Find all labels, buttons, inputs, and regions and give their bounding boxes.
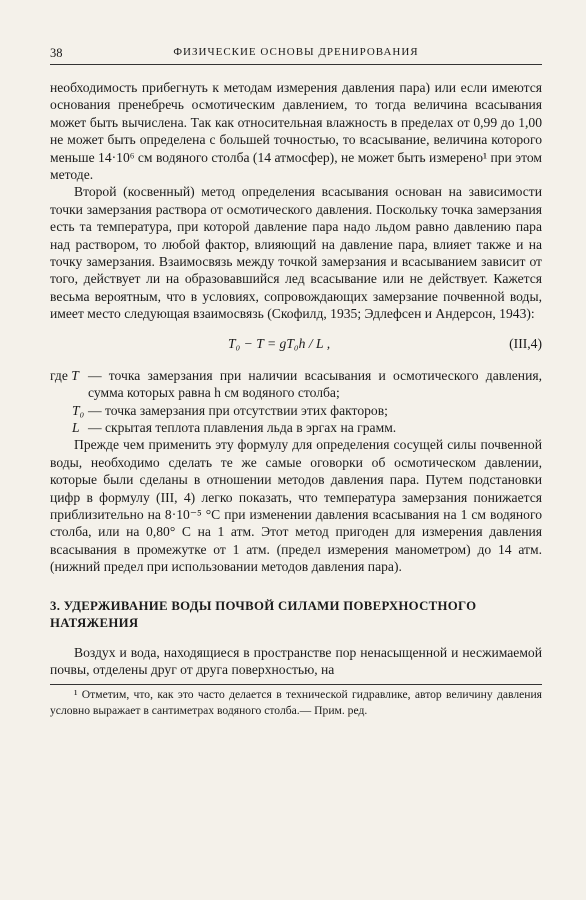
paragraph-4: Воздух и вода, находящиеся в пространстве пор ненасыщенной и несжимаемой почвы, отделены друг от друга поверхностью, на xyxy=(50,644,542,677)
definition-text: — точка замерзания при отсутствии этих факторов; xyxy=(88,402,388,418)
paragraph-1: необходимость прибегнуть к методам измерения давления пара) или если имеются основания пренебречь осмотическим давлением, то тогда величина всасывания может быть вычислена. Так как относительная влажность в пределах от 0,99 до 1,00 не может быть определена с большей точностью, то всасывание, величина которого меньше 14·10⁶ см водяного столба (14 атмосфер), не может быть измерено¹ при этом методе. xyxy=(50,80,542,183)
paragraph-2: Второй (косвенный) метод определения всасывания основан на зависимости точки замерзания раствора от осмотического давления. Поскольку точка замерзания есть та температура, при которой давление пара надо льдом равно давлению пара над раствором, то любой фактор, влияющий на давление пара, влияет также и на точку замерзания. Взаимосвязь между точкой замерзания и всасыванием зависит от того, действует ли на образовавшийся лед всасывание или не действует. Кажется весьма вероятным, что в условиях, сопровождающих замерзание почвенной воды, имеет место следующая взаимосвязь (Скофилд, 1935; Эдлефсен и Андерсон, 1943): xyxy=(50,184,542,322)
footnote-text: ¹ Отметим, что, как это часто делается в технической гидравлике, автор величину давления условно выражает в сантиметрах водяного столба.— Прим. ред. xyxy=(50,688,542,717)
definition-text: — точка замерзания при наличии всасывания и осмотического давления, сумма которых равна h см водяного столба; xyxy=(88,367,542,401)
definitions-list xyxy=(50,367,542,437)
definition-symbol: где T xyxy=(50,367,79,383)
book-page xyxy=(50,44,542,718)
page-body xyxy=(50,79,542,718)
definition-text: — скрытая теплота плавления льда в эргах на грамм. xyxy=(88,419,397,435)
definition-row xyxy=(50,419,542,436)
section-heading: 3. УДЕРЖИВАНИЕ ВОДЫ ПОЧВОЙ СИЛАМИ ПОВЕРХНОСТНОГО НАТЯЖЕНИЯ xyxy=(50,598,477,630)
running-title: ФИЗИЧЕСКИЕ ОСНОВЫ ДРЕНИРОВАНИЯ xyxy=(173,46,419,58)
page-number: 38 xyxy=(50,46,63,60)
formula-expression: T₀ − T = gT₀h / L , xyxy=(228,335,331,351)
formula-number: (III,4) xyxy=(509,335,542,351)
formula-block xyxy=(50,325,542,365)
paragraph-3: Прежде чем применить эту формулу для определения сосущей силы почвенной воды, необходимо сделать те же самые оговорки об осмотическом давлении, которые были сделаны в отношении методов давления пара. Путем подстановки цифр в формулу (III, 4) легко показать, что температура замерзания понижается приблизительно на 8·10⁻⁵ °С при изменении давления всасывания на 1 см водяного столба, или на 0,80° С на 1 атм. Этот метод пригоден для измерения давления всасывания в промежутке от 1 атм. (предел измерения манометром) до 14 атм. (нижний предел при использовании методов давления пара). xyxy=(50,437,542,575)
footnote xyxy=(50,684,542,718)
page-header xyxy=(50,44,542,65)
definition-symbol: L xyxy=(72,419,80,435)
definition-row xyxy=(50,367,542,402)
definition-row xyxy=(50,402,542,419)
definition-symbol: T₀ xyxy=(72,402,85,418)
